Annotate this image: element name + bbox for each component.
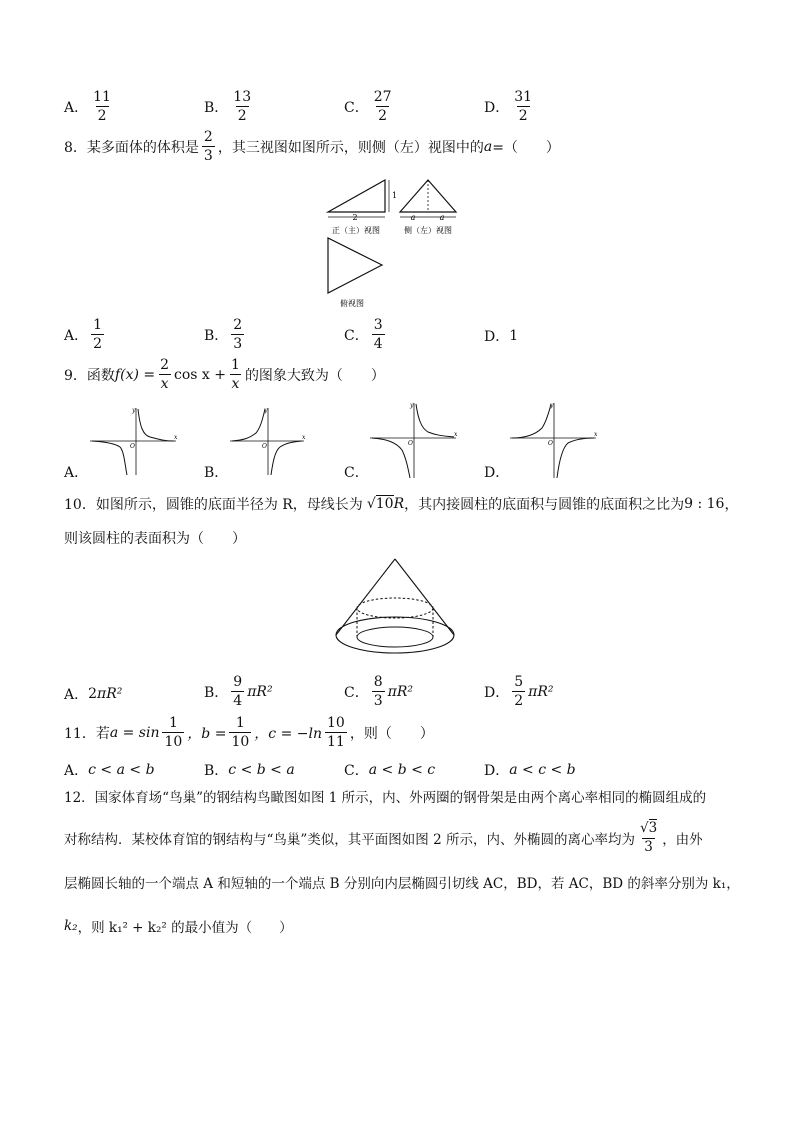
numerator: 31	[514, 89, 533, 105]
option-letter: C．	[344, 465, 369, 481]
origin-label: O	[130, 443, 135, 450]
axis-x-label: x	[174, 434, 178, 441]
pi-r-squared: πR²	[247, 683, 273, 700]
q9-stem	[64, 358, 385, 391]
option-letter: C．	[344, 763, 369, 779]
option-letter: A．	[64, 687, 89, 703]
option-letter: C．	[344, 327, 369, 344]
denominator: x	[160, 376, 169, 392]
graph-a	[88, 405, 180, 477]
denominator: 3	[644, 838, 653, 855]
fraction	[512, 90, 534, 123]
numerator: 5	[514, 674, 524, 690]
denominator: 10	[231, 734, 250, 750]
stem-text: 对称结构．某校体育馆的钢结构与“鸟巢”类似，其平面图如图 2 所示，内、外椭圆的离心率均为	[64, 832, 635, 848]
fraction	[158, 358, 171, 391]
fraction	[512, 675, 525, 708]
option-letter: C．	[344, 684, 369, 701]
stem-text: 则该圆柱的表面积为（ ）	[64, 531, 246, 547]
function-expr: cos x +	[174, 366, 227, 383]
function-expr: f(x) =	[114, 366, 156, 383]
ratio: 9 : 16	[684, 496, 725, 512]
numerator: 2	[233, 317, 243, 333]
pi-r-squared: πR²	[528, 683, 554, 700]
numerator: 2	[160, 357, 170, 373]
option-text: c < a < b	[88, 762, 155, 778]
option-text: a < b < c	[368, 762, 436, 778]
q7-option-b[interactable]	[204, 90, 256, 123]
fraction	[162, 716, 184, 749]
q9-option-d[interactable]	[484, 462, 509, 482]
option-letter: B．	[204, 684, 229, 701]
stem-text: ，其内接圆柱的底面积与圆锥的底面积之比为	[404, 497, 685, 513]
fraction	[372, 318, 385, 351]
denominator: 2	[237, 108, 247, 124]
option-letter: D．	[484, 329, 510, 345]
q10-stem-line2	[64, 528, 246, 548]
denominator: 2	[514, 693, 524, 709]
axis-x-label: x	[302, 434, 306, 441]
option-letter: D．	[484, 465, 510, 481]
graph-b	[228, 405, 308, 477]
option-letter: B．	[204, 763, 229, 779]
option-letter: C．	[344, 99, 369, 116]
cone-figure	[330, 555, 460, 660]
q7-option-c[interactable]	[344, 90, 397, 123]
option-letter: A．	[64, 763, 89, 779]
stem-text: ，	[724, 497, 739, 513]
q9-option-a[interactable]	[64, 462, 88, 482]
denominator: 4	[373, 336, 383, 352]
stem-text: 11．若	[64, 725, 110, 742]
sqrt-expr: √10	[366, 496, 394, 512]
stem-text: 的图象大致为（ ）	[244, 367, 385, 384]
q10-option-c[interactable]	[344, 675, 413, 708]
pi-r-squared: πR²	[387, 683, 413, 700]
dim-a-right: a	[439, 213, 445, 222]
q9-option-b[interactable]	[204, 462, 228, 482]
denominator: 11	[327, 734, 345, 750]
stem-text: 层椭圆长轴的一个端点 A 和短轴的一个端点 B 分别向内层椭圆引切线 AC，BD，若 AC，BD 的斜率分别为 k₁，	[64, 876, 740, 892]
q10-option-b[interactable]	[204, 675, 273, 708]
fraction	[91, 318, 104, 351]
variable-k2: k₂	[64, 918, 78, 934]
volume-fraction	[202, 130, 215, 163]
numerator: 9	[233, 674, 243, 690]
top-view-label: 俯视图	[340, 299, 364, 308]
numerator: 1	[168, 715, 178, 731]
q10-stem-line1	[64, 494, 738, 514]
graph-d	[508, 400, 600, 480]
q12-stem-line4	[64, 916, 293, 936]
dim-a-left: a	[410, 213, 416, 222]
numerator: 3	[373, 317, 383, 333]
fraction	[229, 716, 251, 749]
coefficient: 2	[88, 686, 98, 702]
axis-x-label: x	[594, 431, 598, 438]
axis-y-label: y	[410, 402, 414, 409]
fraction	[372, 675, 385, 708]
denominator: 2	[97, 108, 107, 124]
numerator: 1	[231, 357, 240, 373]
q10-option-d[interactable]	[484, 675, 554, 708]
axis-y-label: y	[132, 407, 136, 414]
option-letter: A．	[64, 99, 89, 116]
numerator: 10	[327, 715, 345, 731]
stem-text: ，由外	[662, 832, 703, 848]
axis-y-label: y	[550, 402, 554, 409]
numerator: √3	[639, 820, 658, 836]
sqrt-radicand: 3	[648, 820, 658, 836]
axis-x-label: x	[454, 431, 458, 438]
q11-option-a[interactable]	[64, 760, 155, 780]
dim-1: 1	[392, 191, 398, 200]
stem-text: ，其三视图如图所示，则侧（左）视图中的	[217, 139, 484, 156]
stem-text: 8．某多面体的体积是	[64, 139, 199, 156]
expr-b: ，b =	[187, 725, 227, 742]
denominator: 3	[233, 336, 243, 352]
numerator: 13	[233, 89, 252, 105]
numerator: 1	[235, 715, 245, 731]
front-view	[328, 180, 397, 235]
q8-stem	[64, 130, 560, 163]
q8-option-c[interactable]	[344, 318, 388, 351]
fraction	[372, 90, 394, 123]
graph-c	[368, 400, 460, 480]
q8-option-d[interactable]	[484, 326, 518, 346]
denominator: 2	[518, 108, 528, 124]
q11-option-c[interactable]	[344, 760, 435, 780]
q12-stem-line1	[64, 786, 706, 806]
denominator: 2	[378, 108, 388, 124]
sqrt-radicand: 10	[375, 496, 394, 512]
denominator: 3	[203, 148, 213, 164]
numerator: 11	[93, 89, 111, 105]
q12-stem-line2	[64, 822, 703, 854]
q11-stem	[64, 716, 434, 749]
stem-text: ，则（ ）	[349, 725, 434, 742]
stem-text: ，则 k₁² + k₂² 的最小值为（ ）	[77, 920, 293, 936]
side-view-label: 侧（左）视图	[404, 226, 452, 235]
variable-a: a	[483, 138, 493, 155]
three-view-figure	[320, 175, 470, 310]
fraction	[91, 90, 113, 123]
denominator: 4	[233, 693, 243, 709]
option-letter: B．	[204, 327, 229, 344]
denominator: 2	[93, 336, 103, 352]
fraction	[325, 716, 347, 749]
fraction	[231, 318, 244, 351]
fraction	[231, 675, 244, 708]
front-view-label: 正（主）视图	[332, 226, 380, 235]
q8-option-b[interactable]	[204, 318, 247, 351]
numerator: 8	[373, 674, 383, 690]
numerator: 27	[373, 89, 392, 105]
pi-r-squared: πR²	[97, 686, 123, 702]
numerator: 2	[203, 129, 213, 145]
option-text: 1	[509, 328, 519, 344]
origin-label: O	[548, 440, 553, 447]
option-letter: A．	[64, 465, 89, 481]
option-letter: D．	[484, 99, 510, 116]
top-view	[328, 238, 382, 308]
fraction	[231, 90, 253, 123]
stem-text: 9．函数	[64, 367, 115, 384]
option-letter: B．	[204, 99, 229, 116]
denominator: 10	[164, 734, 183, 750]
denominator: x	[231, 376, 240, 392]
axis-y-label: y	[264, 407, 268, 414]
expr-c: ，c = −ln	[254, 725, 322, 742]
option-letter: B．	[204, 465, 229, 481]
dim-2: 2	[352, 213, 358, 222]
denominator: 3	[373, 693, 383, 709]
q11-option-d[interactable]	[484, 760, 576, 780]
q12-stem-line3	[64, 872, 740, 892]
origin-label: O	[408, 440, 413, 447]
option-text: c < b < a	[228, 762, 295, 778]
eccentricity-fraction	[638, 822, 659, 854]
stem-text: =（ ）	[492, 139, 560, 156]
option-letter: D．	[484, 684, 510, 701]
expr-a: a = sin	[109, 724, 160, 741]
side-view	[400, 180, 456, 235]
option-text: a < c < b	[509, 762, 576, 778]
q10-option-a[interactable]	[64, 684, 122, 704]
variable-r: R	[393, 496, 405, 512]
stem-text: 12．国家体育场“鸟巢”的钢结构鸟瞰图如图 1 所示，内、外两圈的钢骨架是由两个离心率相同的椭圆组成的	[64, 790, 707, 806]
stem-text: 10．如图所示，圆锥的底面半径为 R，母线长为	[64, 497, 363, 513]
origin-label: O	[262, 443, 267, 450]
fraction	[229, 358, 242, 391]
q7-option-d[interactable]	[484, 90, 537, 123]
numerator: 1	[93, 317, 103, 333]
q7-option-a[interactable]	[64, 90, 116, 123]
q11-option-b[interactable]	[204, 760, 295, 780]
q9-option-c[interactable]	[344, 462, 369, 482]
option-letter: A．	[64, 327, 89, 344]
option-letter: D．	[484, 763, 510, 779]
q8-option-a[interactable]	[64, 318, 107, 351]
